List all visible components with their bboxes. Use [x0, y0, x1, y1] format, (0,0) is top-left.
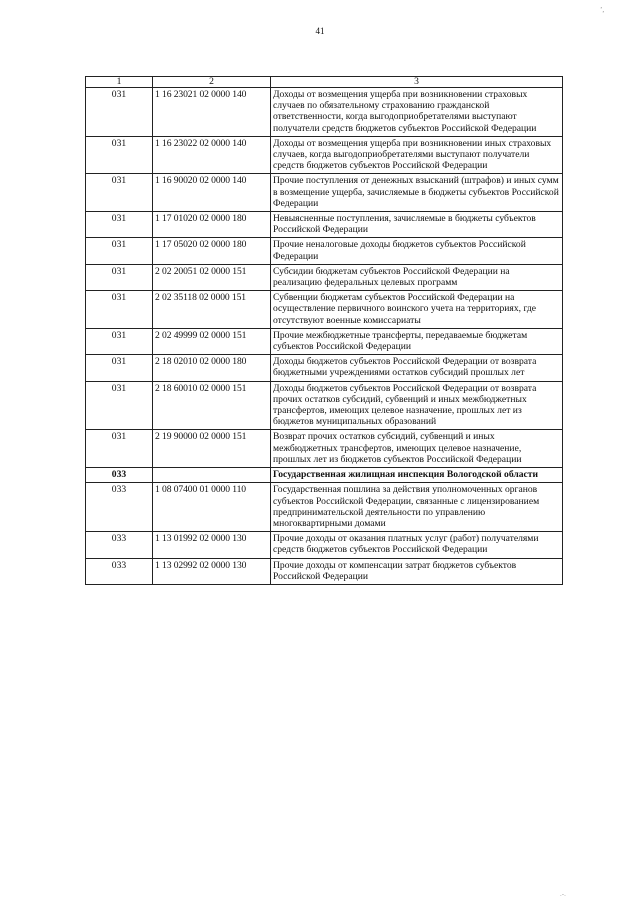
budget-code-cell: 2 18 60010 02 0000 151 — [153, 381, 271, 430]
revenue-name-cell: Невыясненные поступления, зачисляемые в бюджеты субъектов Российской Федерации — [271, 212, 563, 238]
budget-code-cell: 2 19 90000 02 0000 151 — [153, 430, 271, 468]
revenue-name-cell: Субвенции бюджетам субъектов Российской Федерации на осуществление первичного воинского учета на территориях, где отсутствуют военные комиссариаты — [271, 291, 563, 329]
revenue-name-cell: Прочие доходы от компенсации затрат бюджетов субъектов Российской Федерации — [271, 558, 563, 584]
revenue-name-cell: Государственная пошлина за действия уполномоченных органов субъектов Российской Федерации, связанные с лицензированием предпринимательской деятельности по управлению многоквартирными домами — [271, 483, 563, 532]
revenue-name-cell: Прочие неналоговые доходы бюджетов субъектов Российской Федерации — [271, 238, 563, 264]
admin-code-cell: 031 — [86, 264, 153, 290]
bottom-mark: .-. — [560, 890, 566, 898]
budget-code-cell: 2 18 02010 02 0000 180 — [153, 355, 271, 381]
table-row — [86, 328, 563, 354]
revenue-name-cell: Доходы бюджетов субъектов Российской Федерации от возврата бюджетными учреждениями остатков субсидий прошлых лет — [271, 355, 563, 381]
admin-code-cell: 033 — [86, 532, 153, 558]
revenue-name-cell: Субсидии бюджетам субъектов Российской Федерации на реализацию федеральных целевых программ — [271, 264, 563, 290]
column-header-3: 3 — [271, 77, 563, 88]
budget-code-cell: 2 02 35118 02 0000 151 — [153, 291, 271, 329]
budget-code-cell — [153, 468, 271, 483]
admin-code-cell: 031 — [86, 328, 153, 354]
revenue-name-cell: Доходы бюджетов субъектов Российской Федерации от возврата прочих остатков субсидий, субвенций и иных межбюджетных трансфертов, имеющих целевое назначение, прошлых лет из бюджетов муниципальных образований — [271, 381, 563, 430]
table-row — [86, 212, 563, 238]
admin-code-cell: 031 — [86, 238, 153, 264]
table-row — [86, 88, 563, 137]
table-row — [86, 430, 563, 468]
table-row — [86, 264, 563, 290]
revenue-name-cell: Прочие поступления от денежных взысканий (штрафов) и иных сумм в возмещение ущерба, зачисляемые в бюджеты субъектов Российской Федерации — [271, 174, 563, 212]
budget-code-cell: 1 13 01992 02 0000 130 — [153, 532, 271, 558]
table-row — [86, 381, 563, 430]
admin-code-cell: 031 — [86, 430, 153, 468]
table-section-row — [86, 468, 563, 483]
budget-code-cell: 1 16 23021 02 0000 140 — [153, 88, 271, 137]
budget-code-cell: 1 17 01020 02 0000 180 — [153, 212, 271, 238]
budget-code-cell: 1 17 05020 02 0000 180 — [153, 238, 271, 264]
column-header-2: 2 — [153, 77, 271, 88]
table-row — [86, 532, 563, 558]
revenue-name-cell: Прочие доходы от оказания платных услуг (работ) получателями средств бюджетов субъектов Российской Федерации — [271, 532, 563, 558]
revenue-name-cell: Государственная жилищная инспекция Вологодской области — [271, 468, 563, 483]
admin-code-cell: 031 — [86, 174, 153, 212]
admin-code-cell: 033 — [86, 483, 153, 532]
admin-code-cell: 031 — [86, 88, 153, 137]
table-row — [86, 355, 563, 381]
revenue-name-cell: Возврат прочих остатков субсидий, субвенций и иных межбюджетных трансфертов, имеющих целевое назначение, прошлых лет из бюджетов субъектов Российской Федерации — [271, 430, 563, 468]
admin-code-cell: 031 — [86, 355, 153, 381]
table-row — [86, 558, 563, 584]
column-header-1: 1 — [86, 77, 153, 88]
table-row — [86, 136, 563, 174]
budget-code-cell: 1 13 02992 02 0000 130 — [153, 558, 271, 584]
budget-code-cell: 2 02 20051 02 0000 151 — [153, 264, 271, 290]
admin-code-cell: 031 — [86, 212, 153, 238]
admin-code-cell: 033 — [86, 558, 153, 584]
admin-code-cell: 031 — [86, 381, 153, 430]
table-row — [86, 291, 563, 329]
table-row — [86, 483, 563, 532]
budget-code-cell: 1 08 07400 01 0000 110 — [153, 483, 271, 532]
revenue-codes-table — [85, 76, 563, 585]
table-row — [86, 238, 563, 264]
budget-code-cell: 1 16 90020 02 0000 140 — [153, 174, 271, 212]
budget-code-cell: 2 02 49999 02 0000 151 — [153, 328, 271, 354]
budget-code-cell: 1 16 23022 02 0000 140 — [153, 136, 271, 174]
admin-code-cell: 031 — [86, 136, 153, 174]
corner-mark: ’, — [600, 6, 605, 14]
revenue-name-cell: Доходы от возмещения ущерба при возникновении страховых случаев по обязательному страхованию гражданской ответственности, когда выгодоприобретателями выступают получатели средств бюджетов субъектов Российской Федерации — [271, 88, 563, 137]
table-header-row — [86, 77, 563, 88]
revenue-name-cell: Прочие межбюджетные трансферты, передаваемые бюджетам субъектов Российской Федерации — [271, 328, 563, 354]
table-row — [86, 174, 563, 212]
page-number: 41 — [315, 26, 325, 36]
revenue-name-cell: Доходы от возмещения ущерба при возникновении иных страховых случаев, когда выгодоприобретателями выступают получатели средств бюджетов субъектов Российской Федерации — [271, 136, 563, 174]
admin-code-cell: 033 — [86, 468, 153, 483]
admin-code-cell: 031 — [86, 291, 153, 329]
